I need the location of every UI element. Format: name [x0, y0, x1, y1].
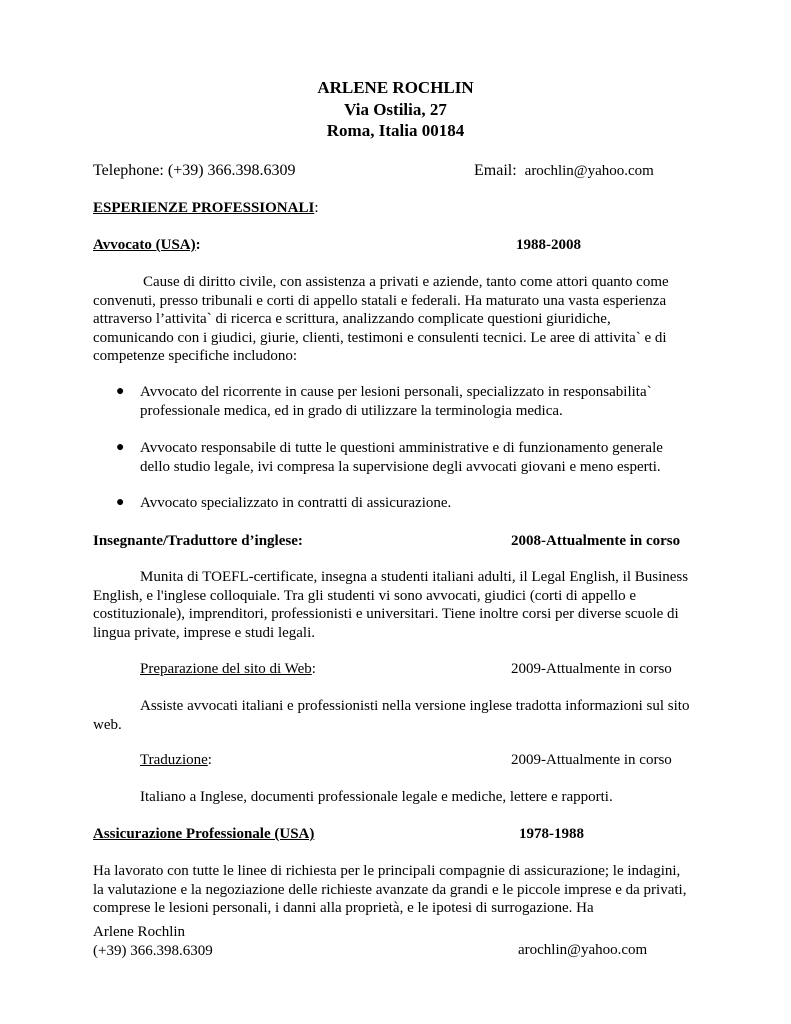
email-value: arochlin@yahoo.com: [524, 163, 654, 179]
job2-sub1-title-text: Preparazione del sito di Web: [140, 661, 312, 677]
job3-years: 1978-1988: [519, 826, 584, 842]
job2-sub1-description: [93, 697, 691, 734]
address-street: Via Ostilia, 27: [344, 99, 447, 119]
section-title-text: ESPERIENZE PROFESSIONALI: [93, 200, 315, 216]
job1-bullet-3-text: Avvocato specializzato in contratti di assicurazione.: [140, 495, 452, 511]
section-title: [93, 199, 318, 218]
applicant-name: ARLENE ROCHLIN: [317, 78, 474, 97]
bullet-icon: ●: [116, 495, 125, 510]
job2-description-text: Munita di TOEFL-certificate, insegna a studenti italiani adulti, il Legal English, il Business English, e l'inglese colloquiale. Tra gli studenti vi sono avvocati, giudici (corti di appello e costituzionale), imprenditori, professionisti e universitari. Tiene inoltre corsi per diverse scuole di lingua private, imprese e studi legali.: [93, 569, 689, 641]
footer-contact: [93, 923, 213, 960]
job2-title: Insegnante/Traduttore d’inglese:: [93, 533, 303, 549]
job3-description: [93, 862, 691, 918]
job1-title-text: Avvocato (USA): [93, 237, 196, 253]
email-label: Email:: [474, 162, 517, 179]
job2-description: [93, 568, 691, 642]
job1-bullet-1-text: Avvocato del ricorrente in cause per lesioni personali, specializzato in responsabilita` professionale medica, ed in grado di utilizzare la terminologia medica.: [140, 384, 652, 419]
job1-years: 1988-2008: [516, 237, 581, 253]
telephone-line: [93, 161, 296, 181]
resume-header: [0, 77, 791, 142]
job2-sub2-colon: :: [207, 752, 212, 768]
job2-sub2-years: 2009-Attualmente in corso: [511, 752, 672, 768]
footer-phone: (+39) 366.398.6309: [93, 942, 213, 959]
job1-description-text: Cause di diritto civile, con assistenza a privati e aziende, tanto come attori quanto come convenuti, presso tribunali e corti di appello statali e federali. Ha maturato una vasta esperienza attraverso l’attivita` di ricerca e scrittura, analizzando complicate questioni giuridiche, comunicando con i giudici, giurie, clienti, testimoni e consulenti tecnici. Le aree di attivita` e di competenze specifiche includono:: [93, 274, 669, 364]
job2-years: 2008-Attualmente in corso: [511, 533, 681, 549]
job1-title-colon: :: [195, 237, 201, 253]
job2-sub2-title: [140, 751, 212, 770]
job3-description-text: Ha lavorato con tutte le linee di richiesta per le principali compagnie di assicurazione; le indagini, la valutazione e la negoziazione delle richieste avanzate da grandi e le piccole imprese e da privati, comprese le lesioni personali, i danni alla proprietà, e le ipotesi di surrogazione. Ha: [93, 863, 687, 916]
job2-sub2-description: Italiano a Inglese, documenti professionale legale e mediche, lettere e rapporti.: [140, 789, 613, 805]
job3-title: [93, 825, 314, 844]
job1-title: [93, 236, 201, 255]
footer-name: Arlene Rochlin: [93, 924, 186, 940]
footer-email: arochlin@yahoo.com: [518, 942, 648, 958]
telephone-value: (+39) 366.398.6309: [167, 162, 296, 179]
bullet-icon: ●: [116, 384, 125, 399]
job2-sub1-colon: :: [311, 661, 316, 677]
job2-sub1-years: 2009-Attualmente in corso: [511, 661, 672, 677]
job2-sub1-description-text: Assiste avvocati italiani e professionisti nella versione inglese tradotta informazioni sul sito web.: [93, 698, 690, 733]
bullet-icon: ●: [116, 440, 125, 455]
email-line: [474, 161, 654, 181]
job3-title-text: Assicurazione Professionale (USA): [93, 826, 315, 842]
telephone-label: Telephone:: [93, 162, 164, 179]
address-city: Roma, Italia 00184: [326, 121, 465, 140]
job2-sub2-title-text: Traduzione: [140, 752, 208, 768]
section-title-colon: :: [314, 200, 319, 216]
job2-sub1-title: [140, 660, 316, 679]
job1-bullet-2-text: Avvocato responsabile di tutte le questioni amministrative e di funzionamento generale dello studio legale, ivi compresa la supervisione degli avvocati giovani e meno esperti.: [140, 440, 663, 475]
job1-description: [93, 273, 691, 366]
